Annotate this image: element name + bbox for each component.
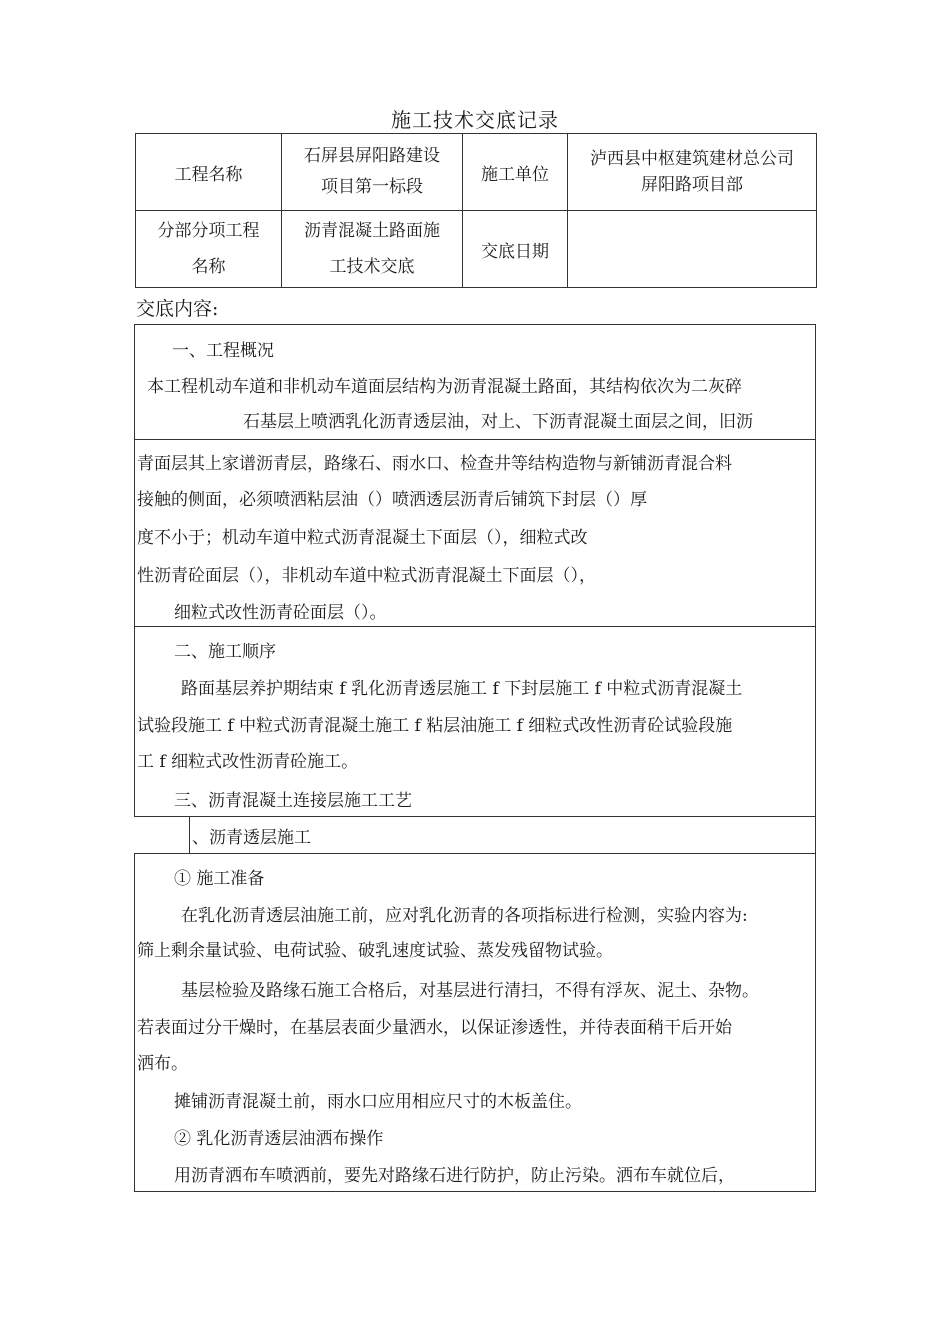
project-name-label: 工程名称 <box>136 134 282 211</box>
overview-heading: 一、工程概况 <box>172 341 274 361</box>
overview-line: 接触的侧面，必须喷洒粘层油（）喷洒透层沥青后铺筑下封层（）厚 <box>137 490 647 510</box>
project-name-value: 石屏县屏阳路建设 项目第一标段 <box>282 134 463 211</box>
overview-box-a <box>134 324 816 440</box>
document-title: 施工技术交底记录 <box>391 108 559 132</box>
subsection-box <box>189 816 816 854</box>
sequence-line: 试验段施工 f 中粒式沥青混凝土施工 f 粘层油施工 f 细粒式改性沥青砼试验段施 <box>137 716 733 736</box>
overview-line: 性沥青砼面层（），非机动车道中粒式沥青混凝土下面层（）， <box>137 566 596 586</box>
header-table <box>135 133 817 288</box>
sequence-box <box>134 626 816 817</box>
preparation-line: 洒布。 <box>137 1054 188 1074</box>
date-value <box>568 211 817 288</box>
construction-unit-value: 泸西县中枢建筑建材总公司 屏阳路项目部 <box>568 134 817 211</box>
overview-box-b <box>134 439 816 627</box>
sequence-line: 工 f 细粒式改性沥青砼施工。 <box>137 752 359 772</box>
construction-unit-label: 施工单位 <box>463 134 568 211</box>
preparation-box <box>134 853 816 1192</box>
sequence-line: 路面基层养护期结束 f 乳化沥青透层施工 f 下封层施工 f 中粒式沥青混凝土 <box>181 679 743 699</box>
preparation-line: 若表面过分干燥时，在基层表面少量洒水，以保证渗透性，并待表面稍干后开始 <box>137 1018 732 1038</box>
process-heading: 三、沥青混凝土连接层施工工艺 <box>174 791 412 811</box>
preparation-line: 基层检验及路缘石施工合格后，对基层进行清扫，不得有浮灰、泥土、杂物。 <box>181 981 759 1001</box>
date-label: 交底日期 <box>463 211 568 288</box>
overview-line: 青面层其上家谱沥青层，路缘石、雨水口、检查井等结构造物与新铺沥青混合料 <box>137 454 732 474</box>
spraying-line: 用沥青洒布车喷洒前，要先对路缘石进行防护，防止污染。洒布车就位后， <box>174 1166 735 1186</box>
preparation-line: 在乳化沥青透层油施工前，应对乳化沥青的各项指标进行检测，实验内容为: <box>181 906 748 926</box>
preparation-line: 摊铺沥青混凝土前，雨水口应用相应尺寸的木板盖住。 <box>174 1092 582 1112</box>
preparation-heading: ① 施工准备 <box>174 869 265 889</box>
preparation-line: 筛上剩余量试验、电荷试验、破乳速度试验、蒸发残留物试验。 <box>137 941 613 961</box>
subsection-heading: 、沥青透层施工 <box>192 828 311 848</box>
sequence-heading: 二、施工顺序 <box>174 642 276 662</box>
spraying-heading: ② 乳化沥青透层油洒布操作 <box>174 1129 384 1149</box>
content-heading: 交底内容: <box>136 298 219 320</box>
overview-line: 石基层上喷洒乳化沥青透层油，对上、下沥青混凝土面层之间，旧沥 <box>243 412 753 432</box>
overview-line: 本工程机动车道和非机动车道面层结构为沥青混凝土路面，其结构依次为二灰碎 <box>147 377 742 397</box>
overview-line: 度不小于；机动车道中粒式沥青混凝土下面层（），细粒式改 <box>137 528 588 548</box>
subproject-value: 沥青混凝土路面施 工技术交底 <box>282 211 463 288</box>
overview-line: 细粒式改性沥青砼面层（）。 <box>174 603 387 623</box>
subproject-label: 分部分项工程 名称 <box>136 211 282 288</box>
